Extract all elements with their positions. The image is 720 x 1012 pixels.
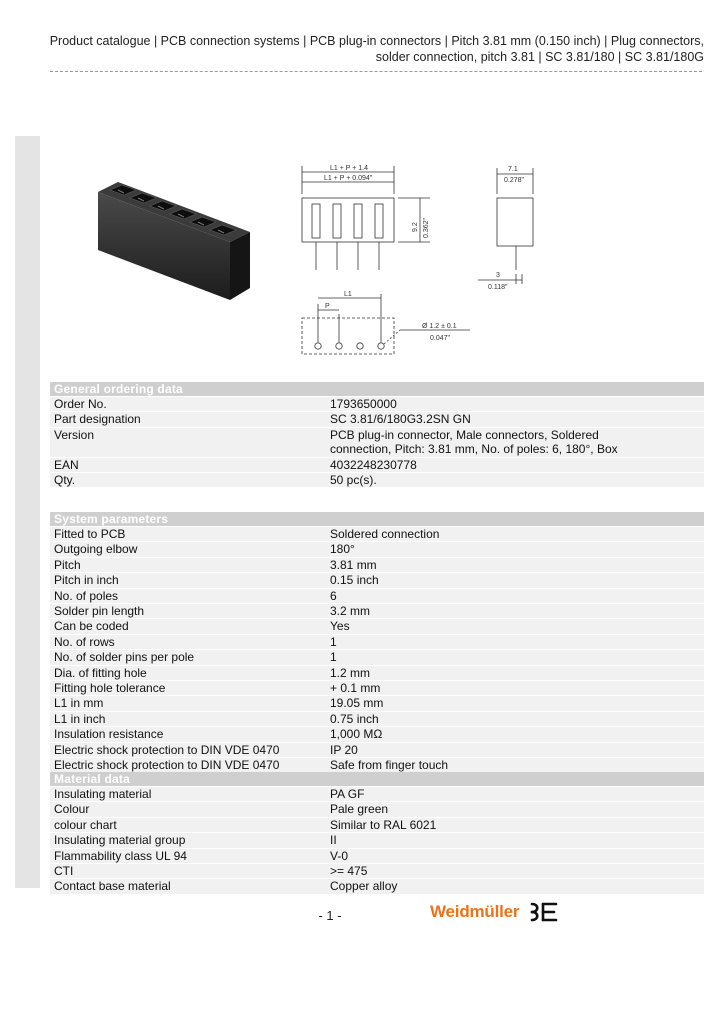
dim-top-1: L1 + P + 1.4 [330, 165, 369, 172]
row-value: 3.2 mm [330, 604, 371, 619]
row-label: Insulating material group [54, 833, 186, 848]
row-value: 1.2 mm [330, 665, 371, 680]
row-value: 4032248230778 [330, 457, 417, 472]
row-value: + 0.1 mm [330, 681, 381, 696]
table-row [50, 833, 704, 848]
row-value: 0.75 inch [330, 711, 379, 726]
table-row [50, 879, 704, 894]
table-row [50, 818, 704, 833]
row-label: L1 in mm [54, 696, 104, 711]
section-title: Material data [50, 772, 704, 786]
table-row [50, 743, 704, 758]
row-value: SC 3.81/6/180G3.2SN GN [330, 412, 471, 427]
page-number: - 1 - [318, 908, 342, 923]
row-label: L1 in inch [54, 711, 106, 726]
row-label: Solder pin length [54, 604, 145, 619]
row-value: 6 [330, 588, 337, 603]
row-label: Qty. [54, 473, 76, 488]
table-row [50, 650, 704, 665]
dim-side-1: 7.1 [508, 166, 518, 173]
row-value: 0.15 inch [330, 573, 379, 588]
row-value: 1 [330, 650, 337, 665]
row-label: Version [54, 427, 95, 442]
row-value: Copper alloy [330, 879, 398, 894]
row-label: No. of poles [54, 588, 119, 603]
table-row [50, 428, 704, 458]
dim-pin-2: 0.118" [488, 284, 508, 291]
dim-hole-2: 0.047" [430, 335, 451, 342]
row-value: 1793650000 [330, 397, 397, 411]
row-label: Electric shock protection to DIN VDE 0470 [54, 758, 280, 773]
row-label: colour chart [54, 817, 117, 832]
row-label: Dia. of fitting hole [54, 665, 147, 680]
section-title: System parameters [50, 512, 704, 526]
dim-side-2: 0.278" [504, 177, 525, 184]
section-title: General ordering data [50, 382, 704, 396]
table-row [50, 542, 704, 557]
dimension-drawing [290, 158, 710, 368]
brand-name: Weidmüller [430, 902, 520, 921]
table-row [50, 558, 704, 573]
row-value: 1,000 MΩ [330, 727, 383, 742]
row-value: IP 20 [330, 742, 358, 757]
table-row [50, 681, 704, 696]
row-label: Pitch [54, 557, 81, 572]
table-row [50, 696, 704, 711]
product-figure-area [50, 150, 710, 380]
weidmueller-mark-icon [529, 900, 559, 924]
table-row [50, 635, 704, 650]
dim-top-2: L1 + P + 0.094" [324, 175, 373, 182]
section-system-parameters [50, 512, 704, 774]
row-label: Colour [54, 802, 90, 817]
row-value: 1 [330, 634, 337, 649]
table-row [50, 619, 704, 634]
row-value: >= 475 [330, 864, 368, 879]
row-value: Pale green [330, 802, 389, 817]
table-row [50, 666, 704, 681]
row-label: Order No. [54, 397, 107, 411]
row-value: PA GF [330, 787, 365, 801]
row-value: Similar to RAL 6021 [330, 817, 437, 832]
row-label: Fitted to PCB [54, 527, 126, 541]
table-row [50, 589, 704, 604]
row-label: No. of solder pins per pole [54, 650, 195, 665]
table-row [50, 727, 704, 742]
dim-height-2: 0.362" [423, 217, 430, 238]
table-row [50, 397, 704, 412]
row-label: EAN [54, 457, 79, 472]
table-row [50, 473, 704, 488]
brand-logo [430, 900, 559, 924]
row-value: V-0 [330, 848, 349, 863]
left-margin-strip [15, 136, 40, 888]
row-label: Part designation [54, 412, 141, 427]
row-value: Yes [330, 619, 350, 634]
table-row [50, 849, 704, 864]
dim-hole-1: Ø 1.2 ± 0.1 [422, 323, 457, 330]
dim-l1: L1 [344, 291, 352, 298]
dim-p: P [325, 303, 330, 310]
row-value: PCB plug-in connector, Male connectors, Soldered connection, Pitch: 3.81 mm, No. of poles: 6, 180°, Box [330, 427, 618, 457]
table-row [50, 458, 704, 473]
row-label: CTI [54, 864, 74, 879]
dim-height-1: 9.2 [412, 222, 419, 232]
row-label: Insulating material [54, 787, 152, 801]
row-label: Contact base material [54, 879, 171, 894]
row-label: Pitch in inch [54, 573, 119, 588]
header-divider [50, 71, 702, 72]
table-row [50, 787, 704, 802]
row-label: Fitting hole tolerance [54, 681, 166, 696]
dim-pin-1: 3 [496, 272, 500, 279]
row-value: Soldered connection [330, 527, 440, 541]
row-value: II [330, 833, 337, 848]
section-general-ordering-data [50, 382, 704, 488]
row-label: Can be coded [54, 619, 129, 634]
breadcrumb: Product catalogue | PCB connection systems | PCB plug-in connectors | Pitch 3.81 mm (0.150 inch) | Plug connectors, solder connection, pitch 3.81 | SC 3.81/180 | SC 3.81/180G [49, 34, 704, 64]
table-row [50, 802, 704, 817]
product-photo [80, 160, 280, 310]
row-value: 180° [330, 542, 355, 557]
table-row [50, 712, 704, 727]
row-label: Insulation resistance [54, 727, 164, 742]
table-row [50, 604, 704, 619]
row-value: 19.05 mm [330, 696, 384, 711]
row-value: Safe from finger touch [330, 758, 449, 773]
row-label: Electric shock protection to DIN VDE 0470 [54, 742, 280, 757]
table-row [50, 527, 704, 542]
table-row [50, 412, 704, 427]
row-label: Flammability class UL 94 [54, 848, 187, 863]
section-material-data [50, 772, 704, 895]
row-value: 3.81 mm [330, 557, 377, 572]
row-value: 50 pc(s). [330, 473, 377, 488]
row-label: Outgoing elbow [54, 542, 138, 557]
table-row [50, 573, 704, 588]
table-row [50, 864, 704, 879]
row-label: No. of rows [54, 634, 115, 649]
